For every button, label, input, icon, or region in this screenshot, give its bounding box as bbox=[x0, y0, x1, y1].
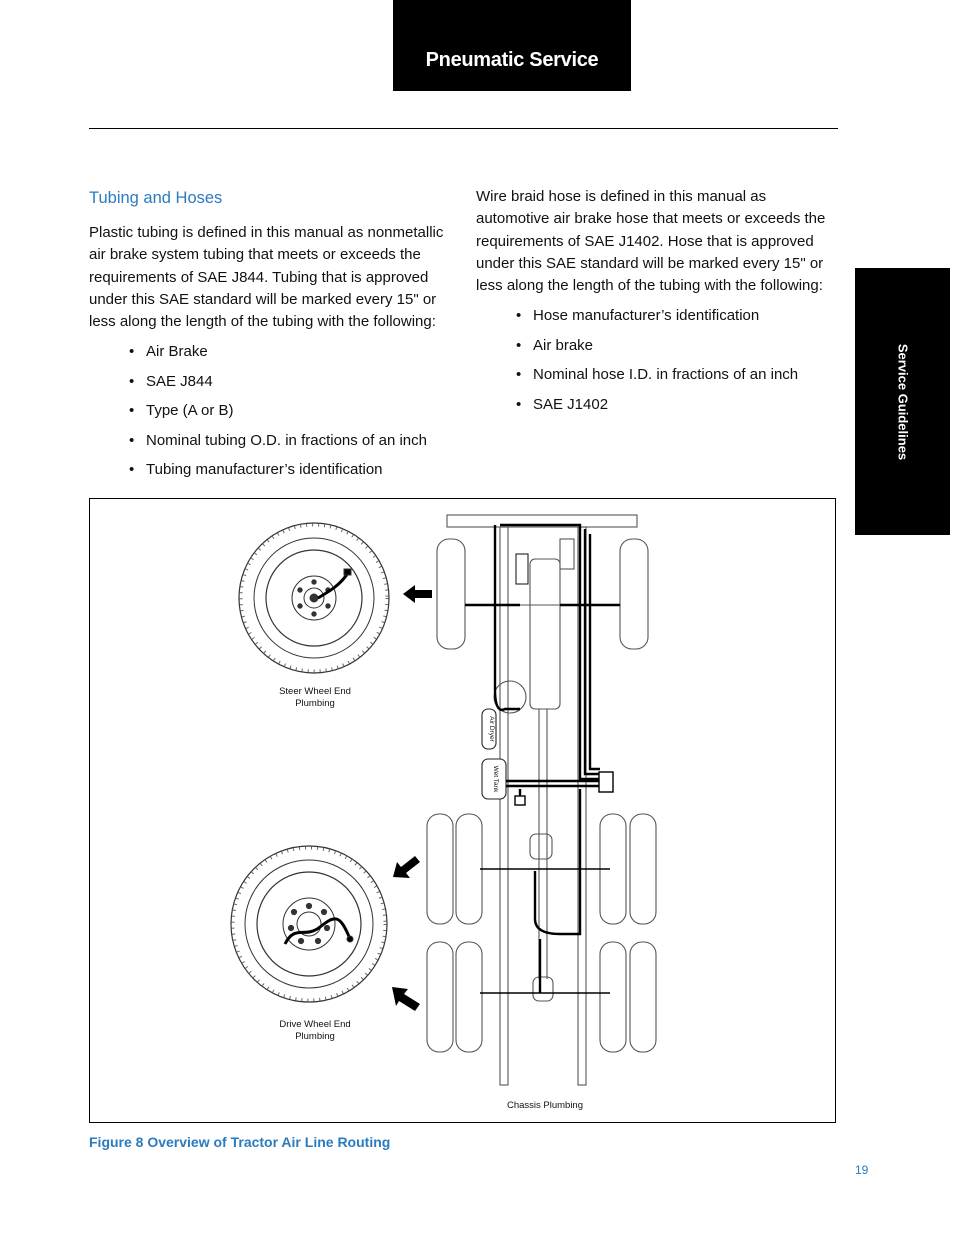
left-column bbox=[89, 186, 449, 489]
list-item: • SAE J1402 bbox=[516, 394, 838, 416]
chassis-plumbing-label: Chassis Plumbing bbox=[506, 1100, 584, 1111]
figure-frame bbox=[89, 498, 836, 1123]
drive-wheel-label bbox=[260, 1019, 370, 1043]
figure-caption: Figure 8 Overview of Tractor Air Line Routing bbox=[89, 1134, 391, 1150]
list-item: • Air brake bbox=[516, 335, 838, 357]
list-item: • Air Brake bbox=[129, 341, 449, 363]
list-item: • Nominal tubing O.D. in fractions of an inch bbox=[129, 430, 449, 452]
steer-callout-arrow bbox=[403, 585, 432, 603]
page-title: Pneumatic Service bbox=[425, 49, 599, 71]
steer-wheel-end-illustration bbox=[239, 523, 389, 673]
steer-label-line1: Steer Wheel End bbox=[279, 686, 351, 697]
list-item: • Hose manufacturer’s identification bbox=[516, 305, 838, 327]
list-item: • SAE J844 bbox=[129, 371, 449, 393]
header-rule bbox=[89, 128, 838, 129]
valve-block bbox=[515, 796, 525, 805]
drive-wheel-end-illustration bbox=[231, 846, 387, 1002]
side-tab-label: Service Guidelines bbox=[895, 343, 910, 460]
list-item: • Nominal hose I.D. in fractions of an inch bbox=[516, 364, 838, 386]
drive-label-line1: Drive Wheel End bbox=[279, 1019, 351, 1030]
manifold-block bbox=[599, 772, 613, 792]
header-banner bbox=[393, 0, 631, 91]
air-line-routing-illustration bbox=[90, 499, 835, 1122]
tubing-bullet-list bbox=[89, 341, 449, 481]
hose-bullet-list bbox=[476, 305, 838, 416]
drive-callout-arrow-upper bbox=[393, 856, 420, 878]
chassis-illustration bbox=[427, 515, 656, 1085]
list-item: • Type (A or B) bbox=[129, 400, 449, 422]
right-column bbox=[476, 186, 838, 423]
air-dryer-label: Air Dryer bbox=[488, 716, 495, 742]
section-side-tab bbox=[855, 268, 950, 535]
drive-callout-arrow-lower bbox=[392, 987, 420, 1011]
page-number: 19 bbox=[855, 1163, 869, 1177]
section-heading: Tubing and Hoses bbox=[89, 189, 223, 207]
drive-label-line2: Plumbing bbox=[295, 1031, 335, 1042]
steer-label-line2: Plumbing bbox=[295, 698, 335, 709]
tubing-paragraph: Plastic tubing is defined in this manual as nonmetallic air brake system tubing that meets or exceeds the requirements of SAE J844. Tubing that is approved under this SAE standard will be marked every 15" or less along the length of the tubing with the following: bbox=[89, 224, 444, 331]
steer-wheel-label bbox=[260, 686, 370, 710]
wet-tank-label: Wet Tank bbox=[492, 765, 499, 793]
hose-paragraph: Wire braid hose is defined in this manual as automotive air brake hose that meets or exceeds the requirements of SAE J1402. Hose that is approved under this SAE standard will be marked every 15" or less along the length of the tubing with the following: bbox=[476, 188, 826, 295]
list-item: • Tubing manufacturer’s identification bbox=[129, 459, 449, 481]
